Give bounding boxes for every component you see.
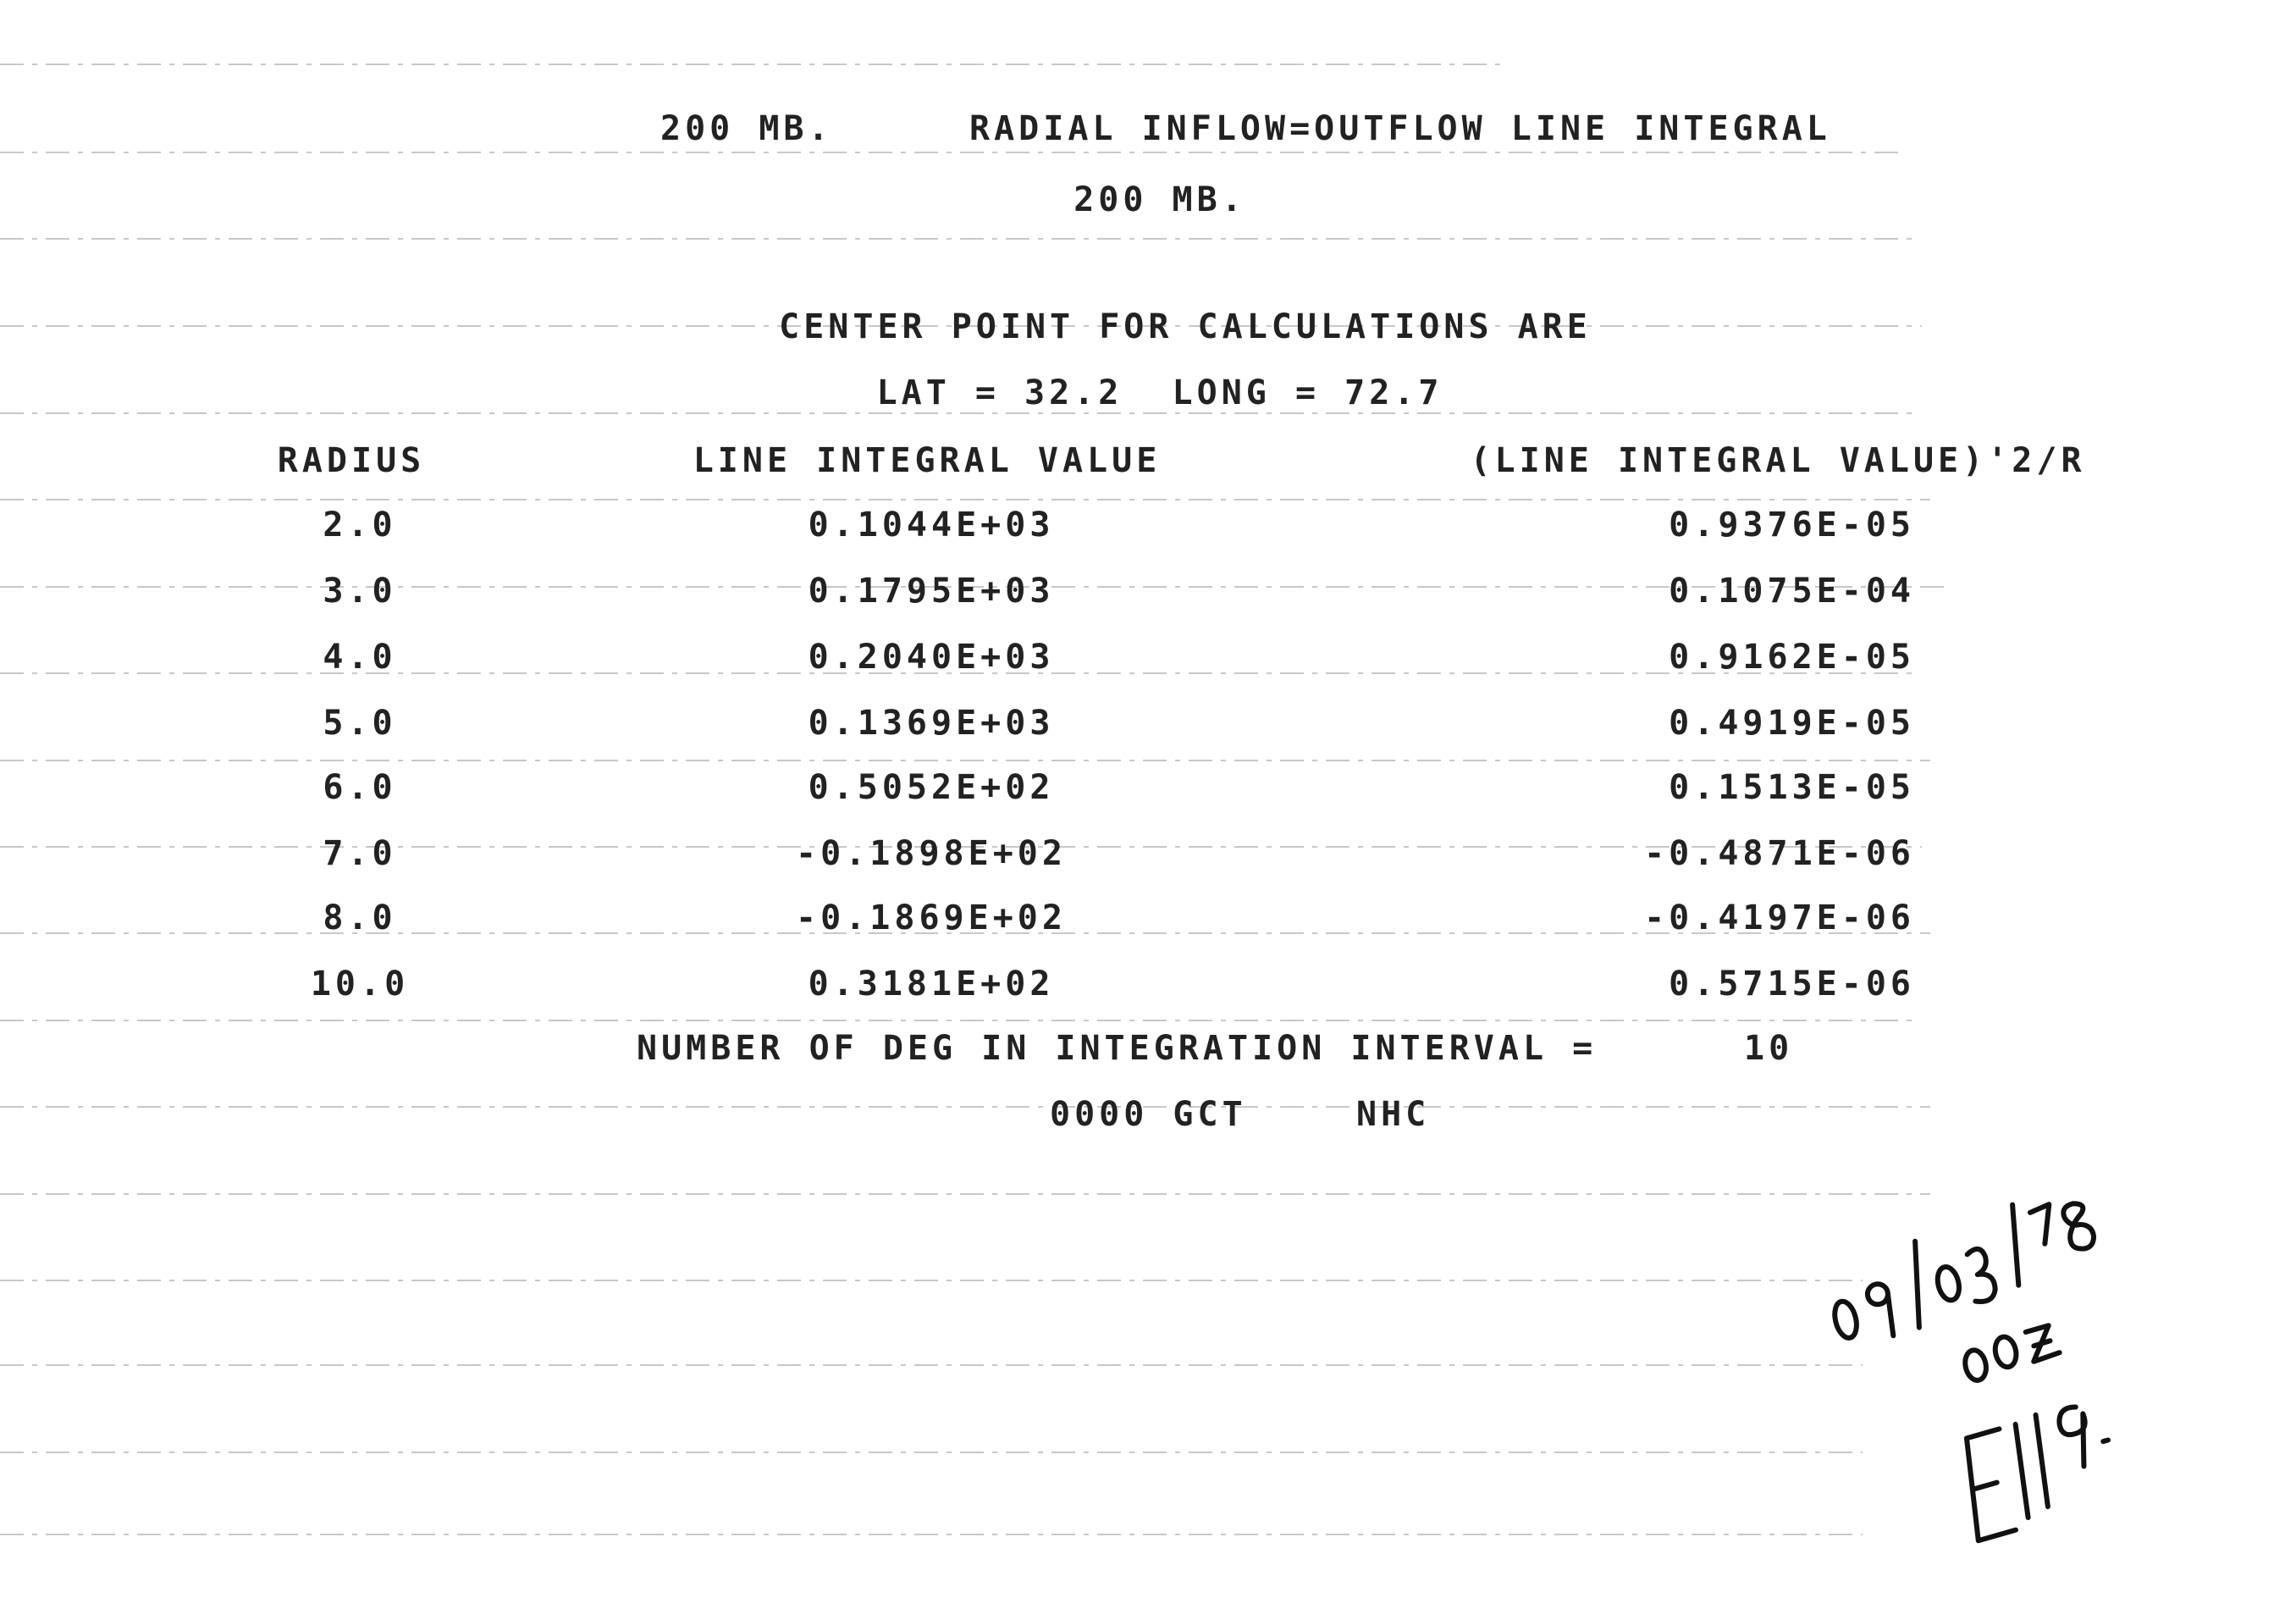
radius-cell: 10.0 [310, 965, 410, 1004]
ratio-cell: -0.4197E-06 [1644, 899, 1915, 937]
center-point-heading: CENTER POINT FOR CALCULATIONS ARE [779, 307, 1592, 346]
column-header-radius: RADIUS [277, 441, 426, 480]
column-header-ratio: (LINE INTEGRAL VALUE)'2/R [1470, 441, 2086, 480]
integration-interval-value: 10 [1744, 1029, 1794, 1068]
value-cell: -0.1898E+02 [796, 834, 1067, 873]
center-point-coordinates: LAT = 32.2 LONG = 72.7 [876, 373, 1443, 412]
column-header-line-integral: LINE INTEGRAL VALUE [693, 441, 1162, 480]
radius-cell: 4.0 [323, 638, 397, 677]
ratio-cell: 0.9162E-05 [1669, 638, 1915, 677]
handwritten-annotation [1803, 1169, 2193, 1558]
radius-cell: 7.0 [323, 834, 397, 873]
ratio-cell: 0.1075E-04 [1669, 572, 1915, 611]
page-title: RADIAL INFLOW=OUTFLOW LINE INTEGRAL [969, 109, 1831, 148]
ratio-cell: 0.4919E-05 [1669, 704, 1915, 743]
ratio-cell: 0.9376E-05 [1669, 506, 1915, 545]
pressure-level: 200 MB. [660, 109, 833, 148]
value-cell: 0.3181E+02 [808, 965, 1055, 1004]
ratio-cell: 0.5715E-06 [1669, 965, 1915, 1004]
radius-cell: 2.0 [323, 506, 397, 545]
value-cell: 0.1044E+03 [808, 506, 1055, 545]
radius-cell: 5.0 [323, 704, 397, 743]
source-agency: NHC [1356, 1095, 1431, 1134]
ratio-cell: 0.1513E-05 [1669, 768, 1915, 807]
radius-cell: 6.0 [323, 768, 397, 807]
radius-cell: 3.0 [323, 572, 397, 611]
integration-interval-label: NUMBER OF DEG IN INTEGRATION INTERVAL = [637, 1029, 1598, 1068]
radius-cell: 8.0 [323, 899, 397, 937]
value-cell: 0.5052E+02 [808, 768, 1055, 807]
observation-time: 0000 GCT [1050, 1095, 1247, 1134]
value-cell: -0.1869E+02 [796, 899, 1067, 937]
ratio-cell: -0.4871E-06 [1644, 834, 1915, 873]
page-subtitle: 200 MB. [1073, 180, 1246, 219]
value-cell: 0.1369E+03 [808, 704, 1055, 743]
value-cell: 0.2040E+03 [808, 638, 1055, 677]
value-cell: 0.1795E+03 [808, 572, 1055, 611]
